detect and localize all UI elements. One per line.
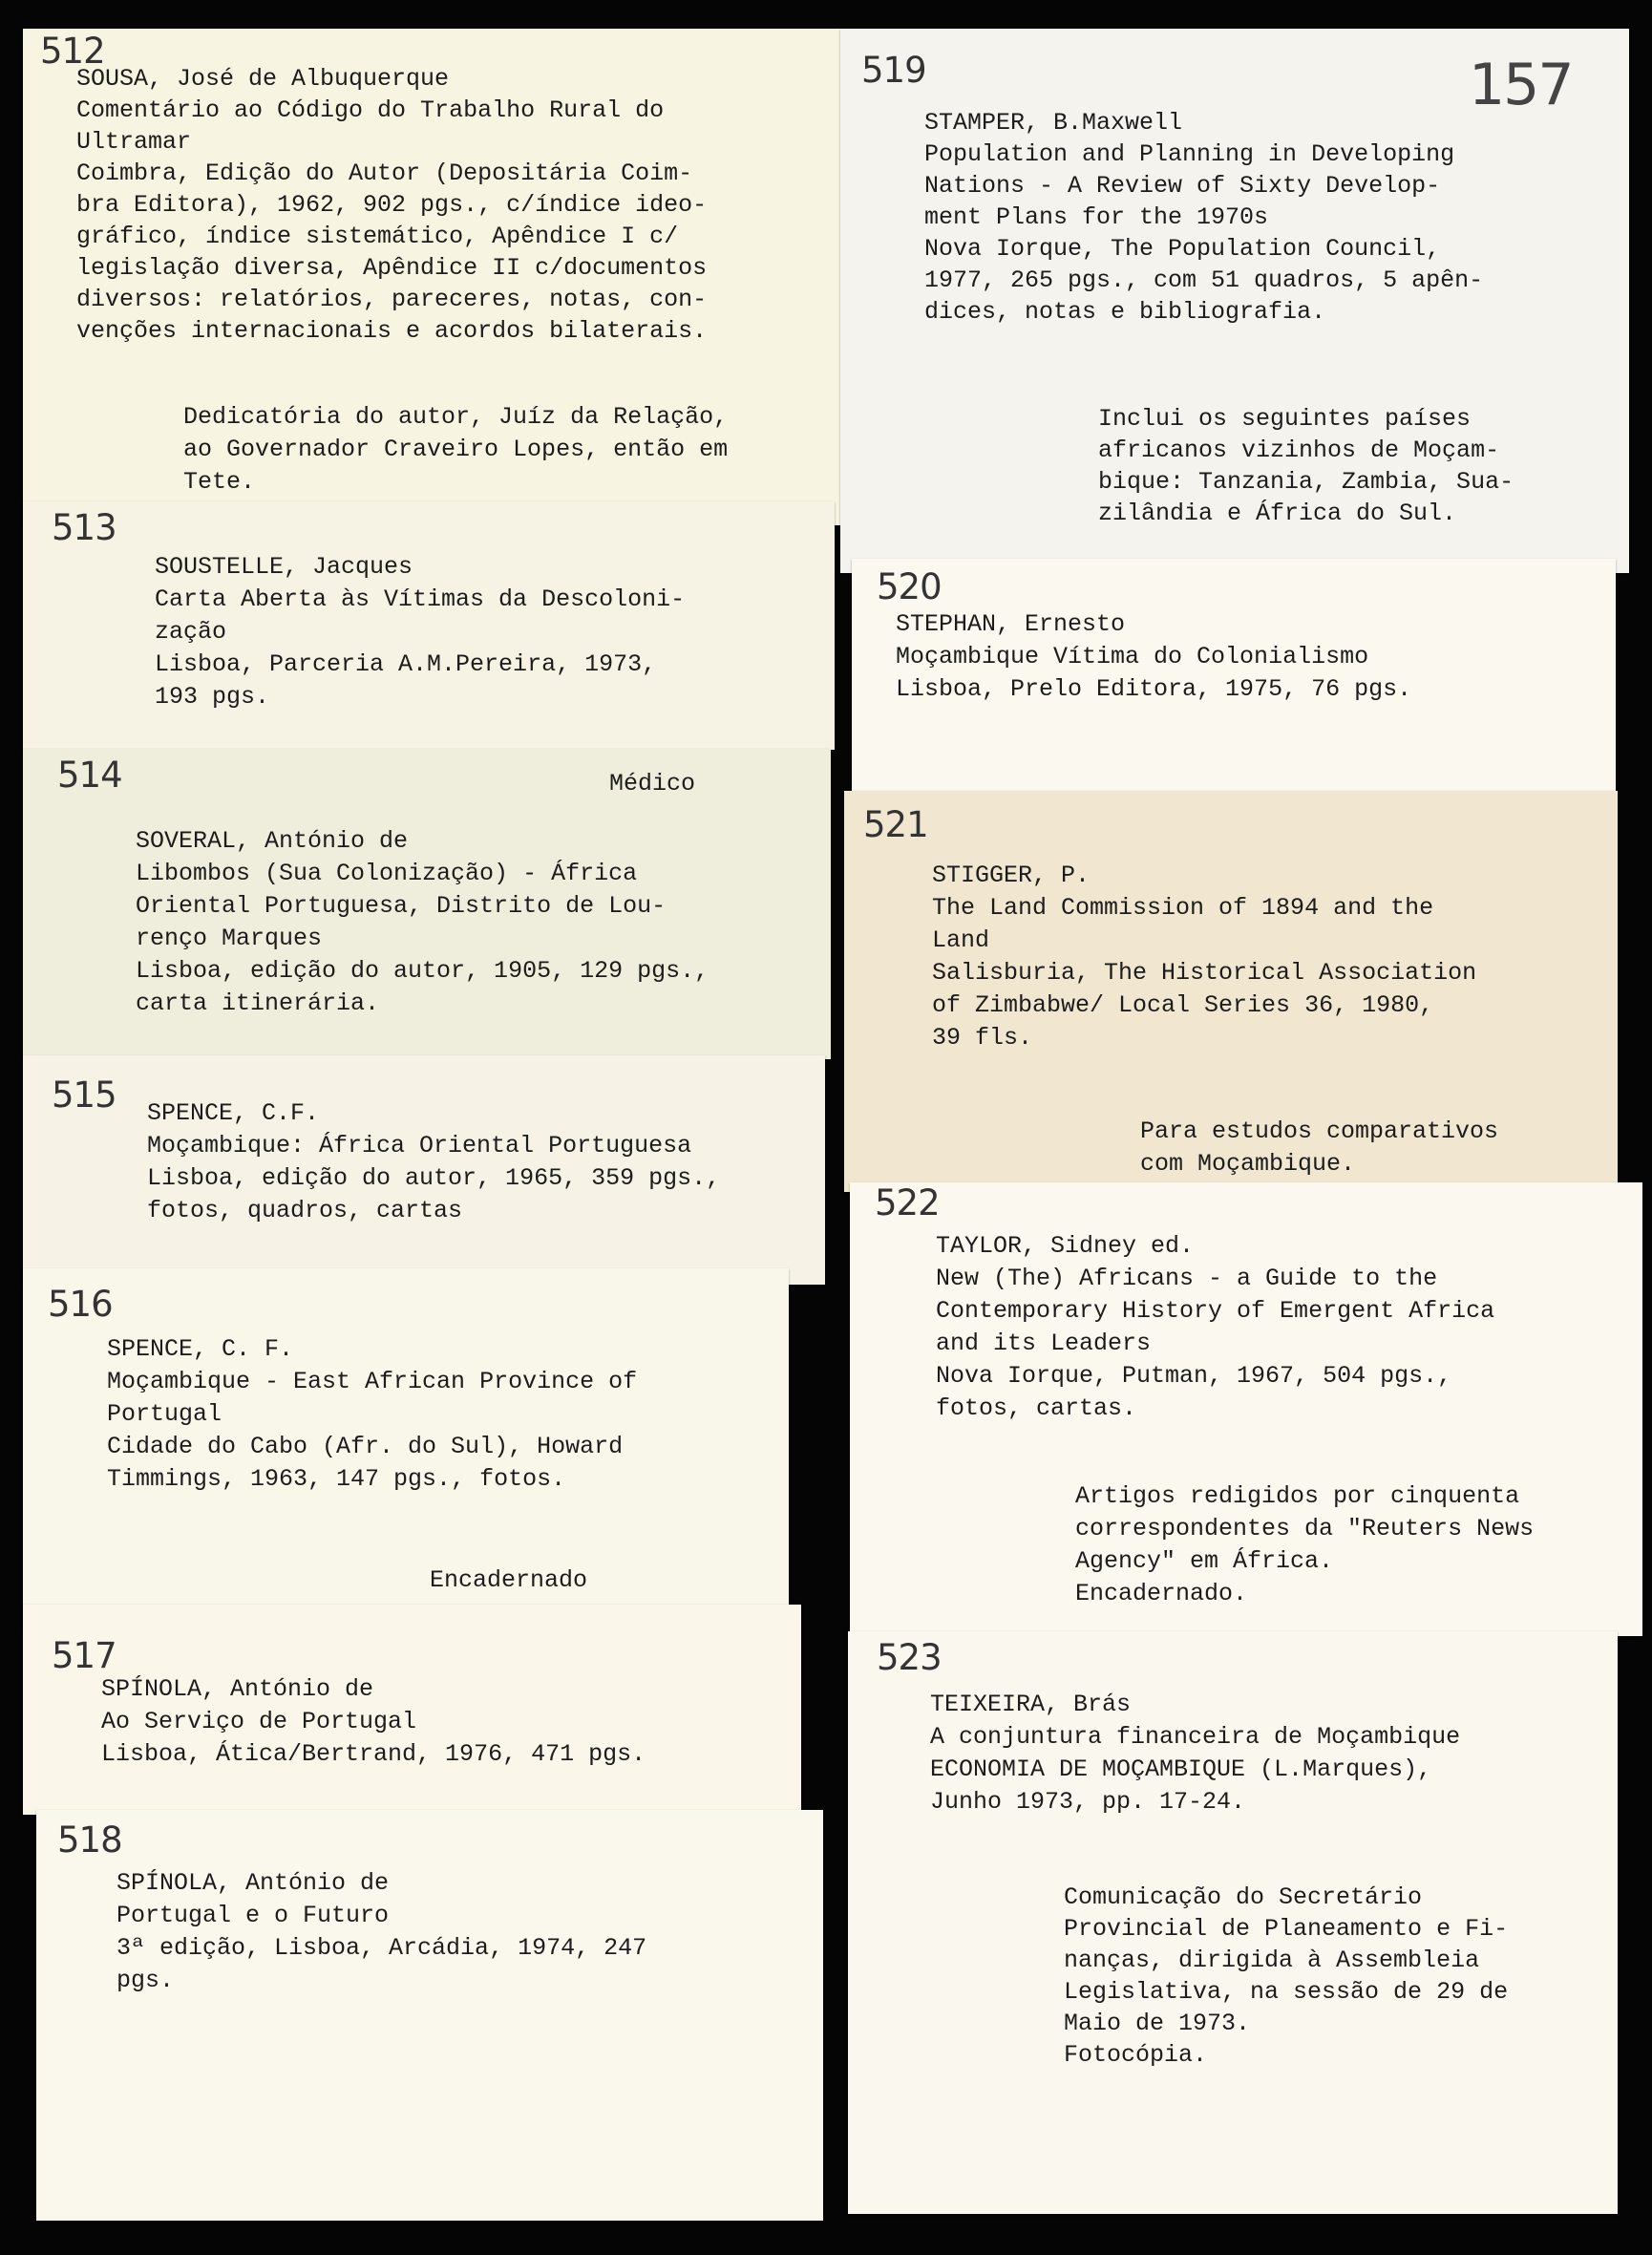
- catalog-card-518: [36, 1810, 823, 2221]
- catalog-card-514: [23, 749, 831, 1059]
- card-note: Artigos redigidos por cinquenta correspondentes da "Reuters News Agency" em África. Encadernado.: [1075, 1482, 1535, 1607]
- catalog-card-522: [850, 1182, 1642, 1636]
- card-entry: SPENCE, C.F. Moçambique: África Oriental Portuguesa Lisboa, edição do autor, 1965, 359 pgs., fotos, quadros, cartas: [147, 1099, 721, 1224]
- catalog-card-523: [848, 1631, 1618, 2214]
- card-entry: SOUSA, José de Albuquerque Comentário ao Código do Trabalho Rural do Ultramar Coimbra, Edição do Autor (Depositária Coim- bra Editora), 1962, 902 pgs., c/índice ideo- gráfico, índice sistemático, Apêndice I c/ legislação diversa, Apêndice II c/documentos diversos: relatórios, pareceres, notas, con- venções internacionais e acordos bilaterais.: [76, 65, 708, 345]
- catalog-card-520: [852, 559, 1616, 798]
- card-number: 520: [877, 566, 942, 607]
- card-note: Encadernado: [430, 1566, 588, 1594]
- card-number: 522: [875, 1182, 940, 1223]
- catalog-card-512: [23, 29, 840, 525]
- page-number: 157: [1469, 52, 1573, 118]
- card-number: 523: [877, 1637, 942, 1678]
- card-entry: STAMPER, B.Maxwell Population and Planning in Developing Nations - A Review of Sixty Develop- ment Plans for the 1970s Nova Iorque, The Population Council, 1977, 265 pgs., com 51 quadros, 5 apên- dices, notas e bibliografia.: [924, 109, 1484, 326]
- card-entry: SPENCE, C. F. Moçambique - East African Province of Portugal Cidade do Cabo (Afr. do Sul), Howard Timmings, 1963, 147 pgs., fotos.: [107, 1335, 638, 1493]
- card-number: 515: [52, 1074, 116, 1116]
- card-number: 516: [48, 1284, 113, 1325]
- catalog-card-521: [844, 791, 1618, 1192]
- card-note: Dedicatória do autor, Juíz da Relação, ao Governador Craveiro Lopes, então em Tete.: [183, 403, 729, 496]
- card-note: Comunicação do Secretário Provincial de Planeamento e Fi- nanças, dirigida à Assembleia Legislativa, na sessão de 29 de Maio de 1973. Fotocópia.: [1064, 1883, 1509, 2069]
- card-tag: Médico: [609, 770, 696, 798]
- card-number: 519: [861, 50, 926, 91]
- card-number: 514: [57, 755, 122, 796]
- card-number: 521: [863, 804, 928, 845]
- card-entry: SPÍNOLA, António de Ao Serviço de Portugal Lisboa, Ática/Bertrand, 1976, 471 pgs.: [101, 1675, 646, 1768]
- card-number: 517: [52, 1635, 116, 1676]
- catalog-card-515: [23, 1055, 825, 1285]
- card-entry: SPÍNOLA, António de Portugal e o Futuro 3ª edição, Lisboa, Arcádia, 1974, 247 pgs.: [116, 1869, 647, 1994]
- card-entry: STEPHAN, Ernesto Moçambique Vítima do Colonialismo Lisboa, Prelo Editora, 1975, 76 pgs.: [896, 610, 1412, 703]
- card-number: 518: [57, 1819, 122, 1861]
- card-entry: SOUSTELLE, Jacques Carta Aberta às Vítimas da Descoloni- zação Lisboa, Parceria A.M.Pereira, 1973, 193 pgs.: [155, 553, 686, 711]
- card-entry: TEIXEIRA, Brás A conjuntura financeira de Moçambique ECONOMIA DE MOÇAMBIQUE (L.Marques), Junho 1973, pp. 17-24.: [930, 1691, 1461, 1816]
- card-entry: STIGGER, P. The Land Commission of 1894 and the Land Salisburia, The Historical Association of Zimbabwe/ Local Series 36, 1980, 39 fls.: [932, 862, 1477, 1052]
- catalog-card-513: [23, 501, 835, 750]
- catalog-card-517: [23, 1605, 801, 1815]
- card-number: 513: [52, 507, 116, 548]
- card-entry: TAYLOR, Sidney ed. New (The) Africans - a Guide to the Contemporary History of Emergent Africa and its Leaders Nova Iorque, Putman, 1967, 504 pgs., fotos, cartas.: [936, 1232, 1495, 1422]
- card-entry: SOVERAL, António de Libombos (Sua Colonização) - África Oriental Portuguesa, Distrito de Lou- renço Marques Lisboa, edição do autor, 1905, 129 pgs., carta itinerária.: [136, 827, 710, 1017]
- catalog-card-516: [23, 1268, 789, 1631]
- card-note: Inclui os seguintes países africanos vizinhos de Moçam- bique: Tanzania, Zambia, Sua- zilândia e África do Sul.: [1098, 405, 1514, 527]
- card-number: 512: [40, 31, 105, 72]
- card-note: Para estudos comparativos com Moçambique.: [1140, 1117, 1499, 1178]
